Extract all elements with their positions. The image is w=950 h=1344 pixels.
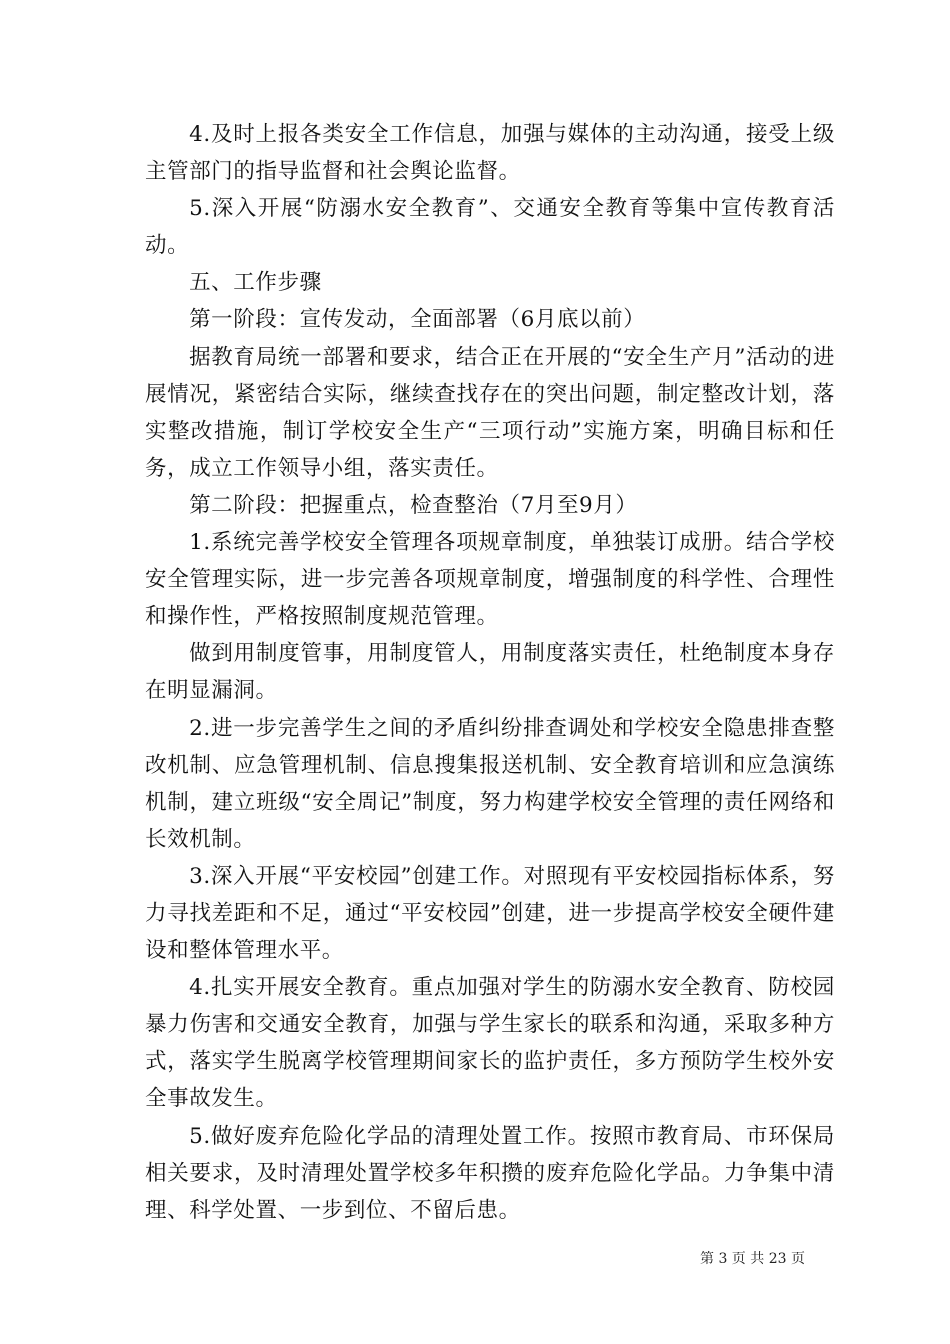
paragraph-item-5-drowning-education: 5.深入开展“防溺水安全教育”、交通安全教育等集中宣传教育活动。: [145, 196, 835, 259]
stage-two-item-3: 3.深入开展“平安校园”创建工作。对照现有平安校园指标体系，努力寻找差距和不足，通过“平安校园”创建，进一步提高学校安全硬件建设和整体管理水平。: [145, 863, 835, 964]
stage-two-item-5: 5.做好废弃危险化学品的清理处置工作。按照市教育局、市环保局相关要求，及时清理处置学校多年积攒的废弃危险化学品。力争集中清理、科学处置、一步到位、不留后患。: [145, 1123, 835, 1223]
stage-two-item-4: 4.扎实开展安全教育。重点加强对学生的防溺水安全教育、防校园暴力伤害和交通安全教育，加强与学生家长的联系和沟通，采取多种方式，落实学生脱离学校管理期间家长的监护责任，多方预防学生校外安全事故发生。: [145, 975, 835, 1112]
paragraph-item-4-report: 4.及时上报各类安全工作信息，加强与媒体的主动沟通，接受上级主管部门的指导监督和社会舆论监督。: [145, 122, 835, 185]
stage-one-heading: 第一阶段：宣传发动，全面部署（6月底以前）: [189, 307, 646, 333]
stage-two-heading: 第二阶段：把握重点，检查整治（7月至9月）: [189, 492, 638, 518]
section-heading-work-steps: 五、工作步骤: [189, 270, 322, 296]
stage-two-item-2: 2.进一步完善学生之间的矛盾纠纷排查调处和学校安全隐患排查整改机制、应急管理机制、信息搜集报送机制、安全教育培训和应急演练机制，建立班级“安全周记”制度，努力构建学校安全管理的责任网络和长效机制。: [145, 715, 835, 852]
stage-two-item-1: 1.系统完善学校安全管理各项规章制度，单独装订成册。结合学校安全管理实际，进一步完善各项规章制度，增强制度的科学性、合理性和操作性，严格按照制度规范管理。: [145, 530, 835, 630]
page-number-footer: 第 3 页 共 23 页: [700, 1251, 805, 1267]
document-body: [145, 116, 835, 1229]
stage-one-body: 据教育局统一部署和要求，结合正在开展的“安全生产月”活动的进展情况，紧密结合实际，继续查找存在的突出问题，制定整改计划，落实整改措施，制订学校安全生产“三项行动”实施方案，明确目标和任务，成立工作领导小组，落实责任。: [145, 344, 835, 481]
stage-two-item-1-continued: 做到用制度管事，用制度管人，用制度落实责任，杜绝制度本身存在明显漏洞。: [145, 641, 835, 704]
